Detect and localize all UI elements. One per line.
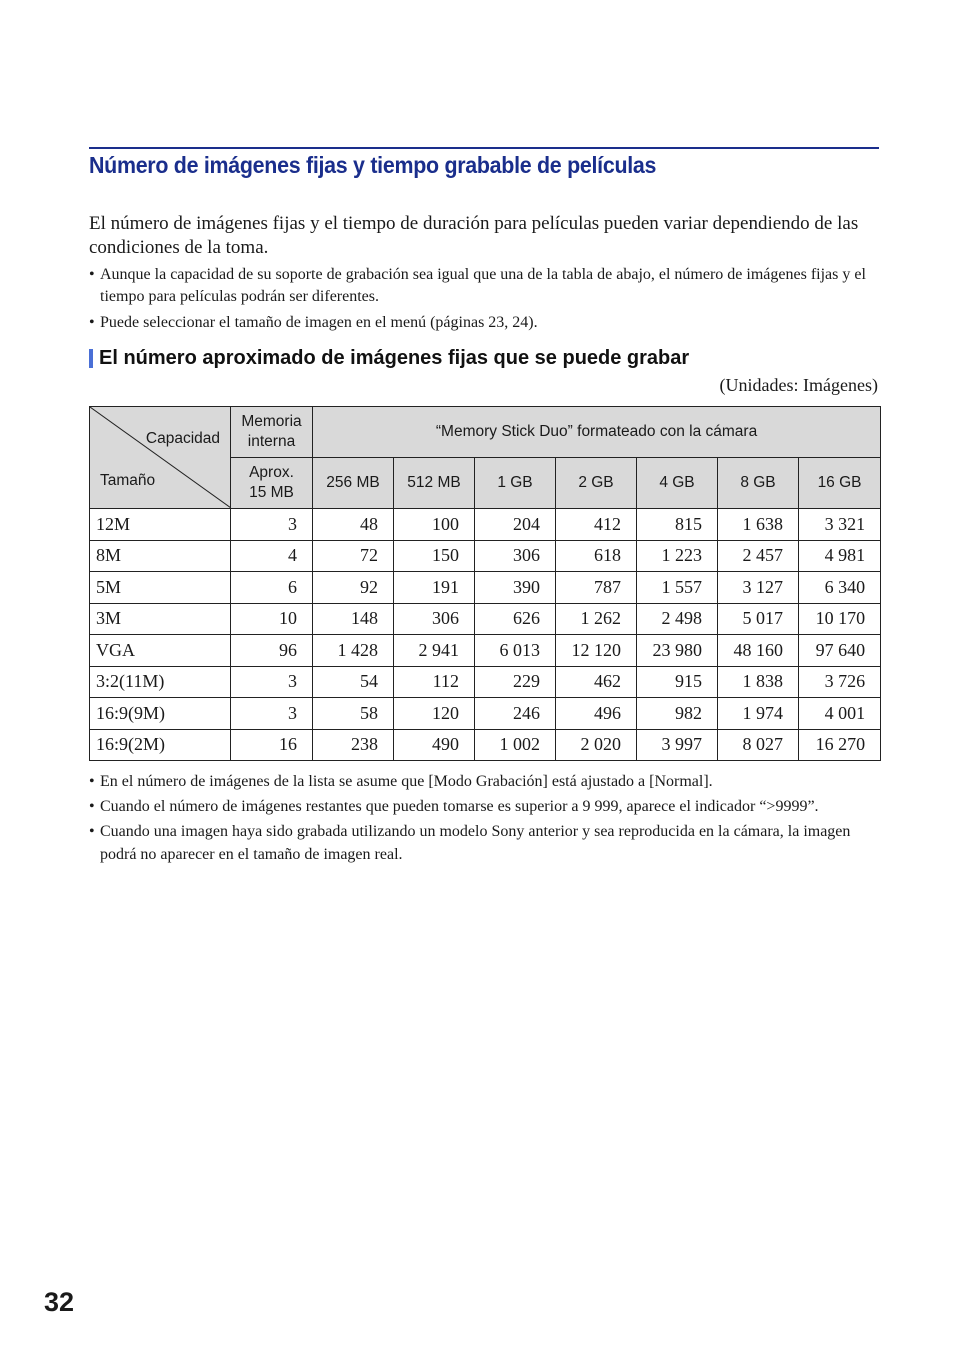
table-cell: 16 270 [799,729,881,761]
section-heading [89,347,879,370]
table-cell: 412 [556,509,637,541]
title-rule [89,147,879,149]
row-size-label: 5M [90,572,231,604]
table-cell: 4 001 [799,698,881,730]
internal-memory-size: Aprox. 15 MB [231,458,313,509]
table-cell: 92 [313,572,394,604]
card-size-header: 1 GB [475,458,556,509]
table-cell: 490 [394,729,475,761]
bullet-item: • Puede seleccionar el tamaño de imagen en el menú (páginas 23, 24). [89,312,879,334]
image-count-table [89,406,881,761]
table-cell: 3 321 [799,509,881,541]
table-cell: 8 027 [718,729,799,761]
table-row [90,698,881,730]
table-cell: 982 [637,698,718,730]
table-cell: 72 [313,540,394,572]
card-size-header: 512 MB [394,458,475,509]
section-heading-text: El número aproximado de imágenes fijas que se puede grabar [99,347,690,369]
table-cell: 191 [394,572,475,604]
table-cell: 2 498 [637,603,718,635]
table-cell: 246 [475,698,556,730]
table-row [90,635,881,667]
table-body [90,509,881,761]
table-cell: 16 [231,729,313,761]
table-row [90,666,881,698]
card-size-header: 16 GB [799,458,881,509]
row-size-label: 16:9(9M) [90,698,231,730]
table-cell: 12 120 [556,635,637,667]
table-cell: 3 [231,698,313,730]
row-size-label: 3M [90,603,231,635]
table-cell: 6 340 [799,572,881,604]
table-row [90,572,881,604]
table-row [90,729,881,761]
table-cell: 48 [313,509,394,541]
table-cell: 915 [637,666,718,698]
table-cell: 1 974 [718,698,799,730]
row-size-label: VGA [90,635,231,667]
table-cell: 1 223 [637,540,718,572]
table-cell: 6 [231,572,313,604]
table-cell: 6 013 [475,635,556,667]
corner-header [90,407,231,509]
diagonal-divider [90,407,231,508]
table-cell: 204 [475,509,556,541]
table-cell: 148 [313,603,394,635]
corner-capacity-label: Capacidad [145,430,220,447]
table-cell: 1 557 [637,572,718,604]
internal-memory-header: Memoria interna [231,407,313,458]
row-size-label: 8M [90,540,231,572]
table-cell: 618 [556,540,637,572]
row-size-label: 3:2(11M) [90,666,231,698]
table-cell: 3 726 [799,666,881,698]
card-size-header: 256 MB [313,458,394,509]
table-cell: 626 [475,603,556,635]
table-cell: 306 [394,603,475,635]
table-cell: 2 020 [556,729,637,761]
table-cell: 48 160 [718,635,799,667]
table-row [90,509,881,541]
table-cell: 1 838 [718,666,799,698]
card-header: “Memory Stick Duo” formateado con la cámara [313,407,881,458]
table-cell: 229 [475,666,556,698]
table-cell: 4 981 [799,540,881,572]
table-cell: 4 [231,540,313,572]
page-title: Número de imágenes fijas y tiempo grabable de películas [89,152,657,178]
card-size-header: 4 GB [637,458,718,509]
intro-bullets [89,264,879,338]
table-cell: 1 638 [718,509,799,541]
table-cell: 1 262 [556,603,637,635]
table-cell: 1 428 [313,635,394,667]
table-cell: 1 002 [475,729,556,761]
table-cell: 2 457 [718,540,799,572]
units-label: (Unidades: Imágenes) [719,375,878,395]
table-cell: 10 [231,603,313,635]
card-size-header: 8 GB [718,458,799,509]
note-item: • Cuando el número de imágenes restantes que pueden tomarse es superior a 9 999, aparece el indicador “>9999”. [89,795,879,818]
table-cell: 3 127 [718,572,799,604]
table-cell: 2 941 [394,635,475,667]
table-cell: 58 [313,698,394,730]
table-cell: 112 [394,666,475,698]
row-size-label: 12M [90,509,231,541]
table-row [90,603,881,635]
table-cell: 306 [475,540,556,572]
table-cell: 496 [556,698,637,730]
table-cell: 150 [394,540,475,572]
card-size-header: 2 GB [556,458,637,509]
table-cell: 3 997 [637,729,718,761]
table-cell: 100 [394,509,475,541]
table-cell: 120 [394,698,475,730]
table-cell: 23 980 [637,635,718,667]
table-cell: 815 [637,509,718,541]
table-cell: 3 [231,666,313,698]
table-cell: 5 017 [718,603,799,635]
table-cell: 10 170 [799,603,881,635]
table-cell: 462 [556,666,637,698]
table-cell: 54 [313,666,394,698]
note-item: • En el número de imágenes de la lista se asume que [Modo Grabación] está ajustado a [Normal]. [89,770,879,793]
table-cell: 238 [313,729,394,761]
page-number: 32 [44,1287,75,1317]
intro-paragraph: El número de imágenes fijas y el tiempo de duración para películas pueden variar dependiendo de las condiciones de la toma. [89,213,859,258]
table-notes [89,770,879,868]
row-size-label: 16:9(2M) [90,729,231,761]
corner-size-label: Tamaño [100,472,156,489]
table-row [90,540,881,572]
table-cell: 390 [475,572,556,604]
table-cell: 96 [231,635,313,667]
heading-marker-icon [89,349,93,368]
table-cell: 3 [231,509,313,541]
bullet-item: • Aunque la capacidad de su soporte de grabación sea igual que una de la tabla de abajo, el número de imágenes fijas y el tiempo para películas podrán ser diferentes. [89,264,879,308]
table-cell: 97 640 [799,635,881,667]
table-cell: 787 [556,572,637,604]
note-item: • Cuando una imagen haya sido grabada utilizando un modelo Sony anterior y sea reproducida en la cámara, la imagen podrá no aparecer en el tamaño de imagen real. [89,820,879,866]
